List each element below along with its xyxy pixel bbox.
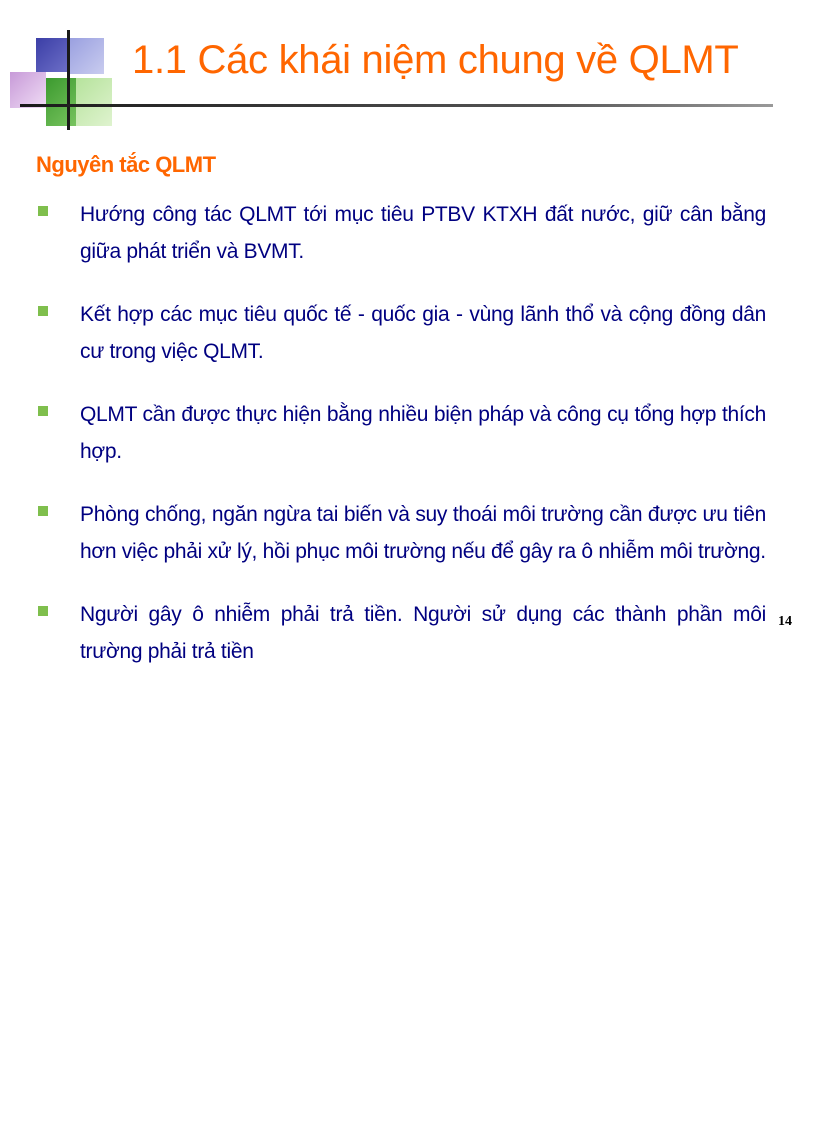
bullet-text: QLMT cần được thực hiện bằng nhiều biện pháp và công cụ tổng hợp thích hợp. bbox=[80, 403, 766, 463]
title-underline bbox=[20, 104, 773, 107]
square-bullet-icon bbox=[38, 306, 48, 316]
logo-square-navy bbox=[36, 38, 70, 72]
bullet-text: Hướng công tác QLMT tới mục tiêu PTBV KTXH đất nước, giữ cân bằng giữa phát triển và BVMT. bbox=[80, 203, 766, 263]
bullet-item bbox=[36, 496, 766, 570]
bullet-list bbox=[36, 196, 766, 696]
bullet-item bbox=[36, 396, 766, 470]
logo-square-light-green bbox=[76, 78, 112, 126]
decorative-logo-squares bbox=[0, 0, 130, 140]
square-bullet-icon bbox=[38, 406, 48, 416]
logo-square-green bbox=[46, 78, 76, 126]
bullet-text: Phòng chống, ngăn ngừa tai biến và suy thoái môi trường cần được ưu tiên hơn việc phải xử lý, hồi phục môi trường nếu để gây ra ô nhiễm môi trường. bbox=[80, 503, 766, 563]
bullet-item bbox=[36, 196, 766, 270]
logo-square-purple bbox=[10, 72, 46, 108]
bullet-item bbox=[36, 296, 766, 370]
bullet-text: Kết hợp các mục tiêu quốc tế - quốc gia - vùng lãnh thổ và cộng đồng dân cư trong việc QLMT. bbox=[80, 303, 766, 363]
page-number: 14 bbox=[778, 614, 792, 629]
square-bullet-icon bbox=[38, 206, 48, 216]
bullet-item bbox=[36, 596, 766, 670]
section-heading: Nguyên tắc QLMT bbox=[36, 152, 216, 177]
square-bullet-icon bbox=[38, 606, 48, 616]
square-bullet-icon bbox=[38, 506, 48, 516]
bullet-text: Người gây ô nhiễm phải trả tiền. Người sử dụng các thành phần môi trường phải trả tiền bbox=[80, 603, 766, 663]
logo-square-blue bbox=[70, 38, 104, 74]
logo-vertical-line bbox=[67, 30, 70, 130]
slide-title: 1.1 Các khái niệm chung về QLMT bbox=[132, 38, 739, 82]
